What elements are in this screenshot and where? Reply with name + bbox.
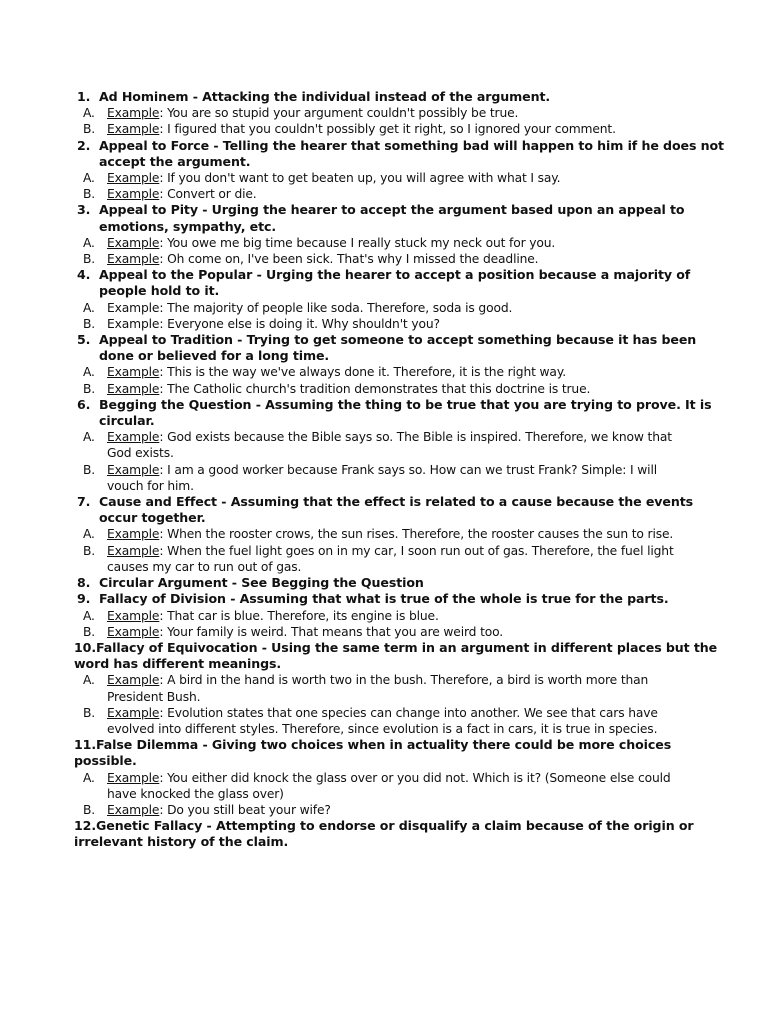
fallacy-number: 8. <box>77 575 91 591</box>
example-item: B. Example: Your family is weird. That means that you are weird too. <box>83 624 504 639</box>
example-letter: A. <box>83 365 95 380</box>
fallacy-description: Assuming that the effect is related to a cause because the events occur together. <box>99 494 694 526</box>
example-letter: A. <box>83 171 95 186</box>
example-text: That car is blue. Therefore, its engine is blue. <box>167 608 439 623</box>
fallacy-name: Appeal to Pity <box>99 202 198 218</box>
example-letter: B. <box>83 316 96 331</box>
example-item: B. Example: When the fuel light goes on in my car, I soon run out of gas. Therefore, the fuel light causes my car to run out of gas. <box>83 543 674 574</box>
example-text: God exists because the Bible says so. The Bible is inspired. Therefore, we know that God exists. <box>107 430 672 461</box>
fallacy-name: Appeal to Tradition <box>99 332 233 348</box>
example-letter: B. <box>83 705 96 720</box>
example-text: The majority of people like soda. Therefore, soda is good. <box>167 300 513 315</box>
fallacy-item <box>0 818 768 850</box>
example-letter: A. <box>83 770 95 785</box>
fallacy-item <box>0 202 768 267</box>
fallacy-name: Fallacy of Equivocation <box>96 639 258 655</box>
example-text: Everyone else is doing it. Why shouldn't you? <box>167 316 440 331</box>
example-text: I figured that you couldn't possibly get it right, so I ignored your comment. <box>167 122 616 137</box>
fallacy-name: Begging the Question <box>99 396 252 412</box>
fallacy-heading: 2. Appeal to Force - Telling the hearer that something bad will happen to him if he does not accept the argument. <box>77 137 724 169</box>
fallacy-description: Urging the hearer to accept the argument based upon an appeal to emotions, sympathy, etc. <box>99 202 685 234</box>
fallacy-number: 3. <box>77 202 91 218</box>
example-text: Oh come on, I've been sick. That's why I missed the deadline. <box>167 252 539 267</box>
example-label: Example <box>107 122 160 137</box>
example-text: If you don't want to get beaten up, you will agree with what I say. <box>167 171 561 186</box>
fallacy-name: Cause and Effect <box>99 494 217 510</box>
fallacy-item <box>0 737 768 818</box>
example-item: B. Example: I am a good worker because Frank says so. How can we trust Frank? Simple: I will vouch for him. <box>83 462 657 493</box>
fallacy-name: Appeal to the Popular <box>99 267 253 283</box>
fallacy-heading: 7. Cause and Effect - Assuming that the effect is related to a cause because the events occur together. <box>77 494 694 526</box>
fallacy-description: Telling the hearer that something bad will happen to him if he does not accept the argument. <box>99 137 724 169</box>
example-letter: A. <box>83 608 95 623</box>
example-item: B. Example: The Catholic church's tradition demonstrates that this doctrine is true. <box>83 381 591 396</box>
fallacy-item <box>0 138 768 203</box>
fallacy-description: See Begging the Question <box>241 575 424 591</box>
fallacy-item <box>0 332 768 397</box>
example-label: Example <box>107 543 160 558</box>
example-item: B. Example: Oh come on, I've been sick. That's why I missed the deadline. <box>83 252 539 267</box>
example-item: A. Example: A bird in the hand is worth two in the bush. Therefore, a bird is worth more than President Bush. <box>83 673 649 704</box>
fallacy-number: 10. <box>74 639 97 655</box>
example-text: Evolution states that one species can change into another. We see that cars have evolved into different styles. Therefore, since evolution is a fact in cars, it is true in species. <box>107 705 658 736</box>
example-text: A bird in the hand is worth two in the bush. Therefore, a bird is worth more than President Bush. <box>107 673 649 704</box>
fallacy-item <box>0 397 768 494</box>
example-text: Your family is weird. That means that you are weird too. <box>167 624 504 639</box>
example-text: Do you still beat your wife? <box>167 802 331 817</box>
example-label: Example <box>107 171 160 186</box>
example-label: Example <box>107 673 160 688</box>
example-item: A. Example: If you don't want to get beaten up, you will agree with what I say. <box>83 171 561 186</box>
example-letter: B. <box>83 624 96 639</box>
fallacy-heading: 9. Fallacy of Division - Assuming that what is true of the whole is true for the parts. <box>77 591 669 607</box>
example-item: A. Example: God exists because the Bible says so. The Bible is inspired. Therefore, we know that God exists. <box>83 430 672 461</box>
example-item: A. Example: The majority of people like soda. Therefore, soda is good. <box>83 300 513 315</box>
fallacy-item <box>0 591 768 640</box>
example-text: You are so stupid your argument couldn't possibly be true. <box>167 106 519 121</box>
example-label: Example <box>107 527 160 542</box>
fallacy-heading: 4. Appeal to the Popular - Urging the hearer to accept a position because a majority of people hold to it. <box>77 267 691 299</box>
example-letter: A. <box>83 106 95 121</box>
example-text: Convert or die. <box>167 187 257 202</box>
fallacy-heading: 10.Fallacy of Equivocation - Using the same term in an argument in different places but the word has different meanings. <box>74 639 718 672</box>
example-item: B. Example: Do you still beat your wife? <box>83 802 331 817</box>
example-label: Example <box>107 300 160 315</box>
example-letter: B. <box>83 252 96 267</box>
fallacy-description: Assuming that what is true of the whole is true for the parts. <box>239 591 669 607</box>
fallacy-name: Circular Argument <box>99 575 228 591</box>
fallacy-heading: 12.Genetic Fallacy - Attempting to endorse or disqualify a claim because of the origin or irrelevant history of the claim. <box>74 818 694 850</box>
fallacy-number: 6. <box>77 396 91 412</box>
example-text: I am a good worker because Frank says so. How can we trust Frank? Simple: I will vouch for him. <box>107 462 657 493</box>
fallacy-description: Urging the hearer to accept a position because a majority of people hold to it. <box>99 267 691 299</box>
fallacy-item <box>0 494 768 575</box>
example-letter: B. <box>83 462 96 477</box>
example-letter: B. <box>83 187 96 202</box>
example-item: B. Example: Evolution states that one species can change into another. We see that cars have evolved into different styles. Therefore, since evolution is a fact in cars, it is true in species. <box>83 705 658 736</box>
fallacy-heading: 1. Ad Hominem - Attacking the individual instead of the argument. <box>77 89 551 104</box>
example-item: A. Example: This is the way we've always done it. Therefore, it is the right way. <box>83 365 566 380</box>
fallacy-description: Trying to get someone to accept something because it has been done or believed for a long time. <box>99 332 697 364</box>
fallacy-name: Ad Hominem <box>99 89 189 104</box>
example-label: Example <box>107 187 160 202</box>
example-label: Example <box>107 316 160 331</box>
fallacy-description: Giving two choices when in actuality there could be more choices possible. <box>74 737 672 769</box>
fallacy-number: 7. <box>77 494 91 510</box>
fallacy-item <box>0 575 768 591</box>
example-letter: A. <box>83 235 95 250</box>
fallacy-item <box>0 267 768 332</box>
example-label: Example <box>107 462 160 477</box>
example-letter: B. <box>83 381 96 396</box>
example-letter: A. <box>83 430 95 445</box>
example-label: Example <box>107 106 160 121</box>
fallacy-description: Attacking the individual instead of the argument. <box>202 89 551 104</box>
fallacy-number: 12. <box>74 818 97 834</box>
fallacy-name: False Dilemma <box>96 737 199 753</box>
example-text: This is the way we've always done it. Therefore, it is the right way. <box>167 365 566 380</box>
example-label: Example <box>107 365 160 380</box>
fallacy-heading: 11.False Dilemma - Giving two choices when in actuality there could be more choices possible. <box>74 737 672 769</box>
example-text: When the fuel light goes on in my car, I soon run out of gas. Therefore, the fuel light causes my car to run out of gas. <box>107 543 674 574</box>
example-letter: B. <box>83 802 96 817</box>
example-letter: B. <box>83 543 96 558</box>
example-text: When the rooster crows, the sun rises. Therefore, the rooster causes the sun to rise. <box>167 527 674 542</box>
fallacy-name: Genetic Fallacy <box>96 818 203 834</box>
fallacy-heading: 8. Circular Argument - See Begging the Question <box>77 575 424 591</box>
example-label: Example <box>107 252 160 267</box>
fallacy-number: 4. <box>77 267 91 283</box>
fallacy-number: 2. <box>77 137 91 153</box>
example-item: B. Example: I figured that you couldn't possibly get it right, so I ignored your comment. <box>83 122 616 137</box>
fallacy-number: 11. <box>74 737 97 753</box>
example-text: You either did knock the glass over or you did not. Which is it? (Someone else could have knocked the glass over) <box>107 770 671 801</box>
example-item: A. Example: You either did knock the glass over or you did not. Which is it? (Someone else could have knocked the glass over) <box>83 770 671 801</box>
example-text: The Catholic church's tradition demonstrates that this doctrine is true. <box>167 381 591 396</box>
example-item: B. Example: Convert or die. <box>83 187 257 202</box>
fallacy-number: 1. <box>77 89 91 104</box>
fallacy-heading: 6. Begging the Question - Assuming the thing to be true that you are trying to prove. It is circular. <box>77 396 712 429</box>
fallacy-name: Fallacy of Division <box>99 591 226 607</box>
fallacy-description: Assuming the thing to be true that you are trying to prove. It is circular. <box>99 396 712 429</box>
example-label: Example <box>107 430 160 445</box>
fallacy-item <box>0 89 768 138</box>
example-label: Example <box>107 381 160 396</box>
example-item: A. Example: You owe me big time because I really stuck my neck out for you. <box>83 235 556 250</box>
example-label: Example <box>107 770 160 785</box>
fallacy-name: Appeal to Force <box>99 137 210 153</box>
example-label: Example <box>107 705 160 720</box>
example-label: Example <box>107 608 160 623</box>
fallacy-item <box>0 640 768 737</box>
example-label: Example <box>107 235 160 250</box>
fallacy-description: Using the same term in an argument in different places but the word has different meanings. <box>74 639 718 672</box>
example-letter: B. <box>83 122 96 137</box>
example-text: You owe me big time because I really stuck my neck out for you. <box>167 235 556 250</box>
fallacy-list <box>0 89 768 851</box>
example-letter: A. <box>83 673 95 688</box>
example-label: Example <box>107 624 160 639</box>
fallacy-number: 9. <box>77 591 91 607</box>
example-item: B. Example: Everyone else is doing it. Why shouldn't you? <box>83 316 440 331</box>
example-letter: A. <box>83 527 95 542</box>
example-letter: A. <box>83 300 95 315</box>
fallacy-number: 5. <box>77 332 91 348</box>
example-item: A. Example: When the rooster crows, the sun rises. Therefore, the rooster causes the sun to rise. <box>83 527 674 542</box>
example-item: A. Example: That car is blue. Therefore, its engine is blue. <box>83 608 439 623</box>
fallacy-heading: 5. Appeal to Tradition - Trying to get someone to accept something because it has been done or believed for a long time. <box>77 332 697 364</box>
fallacy-description: Attempting to endorse or disqualify a claim because of the origin or irrelevant history of the claim. <box>74 818 694 850</box>
fallacy-heading: 3. Appeal to Pity - Urging the hearer to accept the argument based upon an appeal to emotions, sympathy, etc. <box>77 202 685 234</box>
example-item: A. Example: You are so stupid your argument couldn't possibly be true. <box>83 106 519 121</box>
example-label: Example <box>107 802 160 817</box>
